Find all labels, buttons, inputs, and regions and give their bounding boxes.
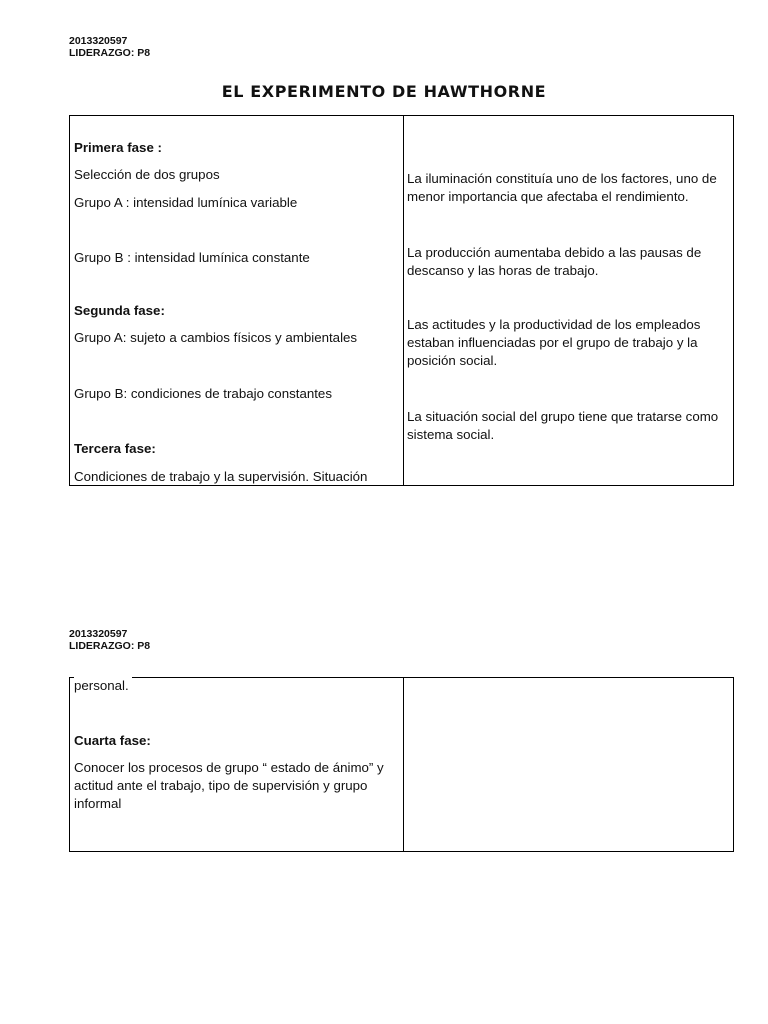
phases-table bbox=[69, 115, 734, 486]
phase3-heading: Tercera fase: bbox=[74, 441, 156, 456]
phase1-heading: Primera fase : bbox=[74, 140, 162, 155]
phase2-heading: Segunda fase: bbox=[74, 303, 165, 318]
phase1-line2: Grupo A : intensidad lumínica variable bbox=[74, 195, 298, 210]
phase4-heading: Cuarta fase: bbox=[74, 733, 151, 748]
student-id: 2013320597 bbox=[69, 35, 128, 47]
phases-table-continued bbox=[69, 677, 734, 852]
document-title: EL EXPERIMENTO DE HAWTHORNE bbox=[221, 82, 547, 101]
finding-3: Las actitudes y la productividad de los empleados estaban influenciadas por el grupo de trabajo y la posición social. bbox=[407, 317, 701, 368]
finding-1: La iluminación constituía uno de los factores, uno de menor importancia que afectaba el rendimiento. bbox=[407, 171, 717, 204]
page-header-2 bbox=[69, 628, 150, 652]
column-divider bbox=[403, 116, 404, 485]
phase1-line3: Grupo B : intensidad lumínica constante bbox=[74, 250, 310, 265]
phase4-text: Conocer los procesos de grupo “ estado de ánimo” y actitud ante el trabajo, tipo de supervisión y grupo informal bbox=[74, 760, 384, 811]
page-header bbox=[69, 35, 150, 59]
phase2-line2: Grupo B: condiciones de trabajo constantes bbox=[74, 386, 332, 401]
course-label-2: LIDERAZGO: P8 bbox=[69, 640, 151, 652]
course-label: LIDERAZGO: P8 bbox=[69, 47, 151, 59]
column-divider-2 bbox=[403, 678, 404, 851]
phase3-continuation: personal. bbox=[74, 678, 129, 693]
finding-4: La situación social del grupo tiene que tratarse como sistema social. bbox=[407, 409, 719, 442]
phase3-line1: Condiciones de trabajo y la supervisión. Situación bbox=[74, 469, 368, 484]
phase2-line1: Grupo A: sujeto a cambios físicos y ambientales bbox=[74, 330, 358, 345]
phase1-line1: Selección de dos grupos bbox=[74, 167, 220, 182]
finding-2: La producción aumentaba debido a las pausas de descanso y las horas de trabajo. bbox=[407, 245, 702, 278]
student-id-2: 2013320597 bbox=[69, 628, 128, 640]
